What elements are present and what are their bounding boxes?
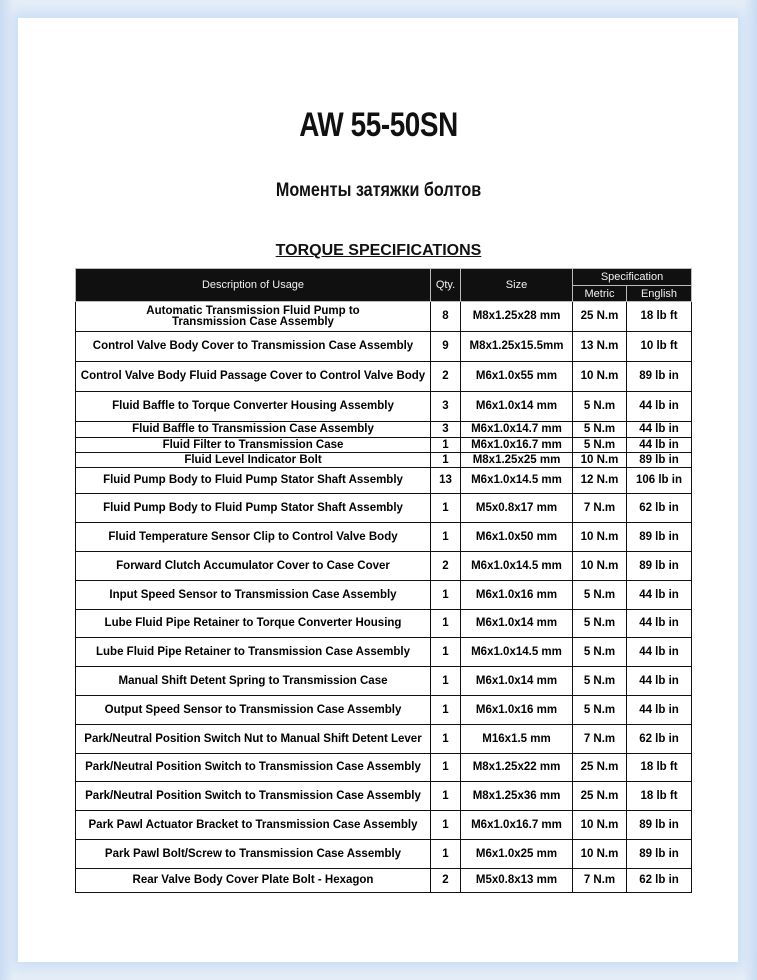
row-qty: 1 [431, 581, 461, 610]
row-description: Control Valve Body Fluid Passage Cover to Control Valve Body [76, 362, 431, 392]
row-metric: 10 N.m [573, 362, 627, 392]
row-metric: 10 N.m [573, 523, 627, 552]
row-qty: 1 [431, 453, 461, 468]
row-qty: 1 [431, 811, 461, 840]
row-size: M6x1.0x16 mm [461, 581, 573, 610]
row-qty: 1 [431, 840, 461, 869]
row-english: 44 lb in [627, 581, 692, 610]
row-english: 18 lb ft [627, 782, 692, 811]
column-header-english: English [627, 286, 692, 302]
row-metric: 12 N.m [573, 468, 627, 494]
row-description: Lube Fluid Pipe Retainer to Transmission Case Assembly [76, 638, 431, 667]
row-english: 89 lb in [627, 840, 692, 869]
row-description: Fluid Pump Body to Fluid Pump Stator Shaft Assembly [76, 468, 431, 494]
row-metric: 7 N.m [573, 494, 627, 523]
table-row [76, 468, 692, 494]
column-header-qty: Qty. [431, 269, 461, 302]
row-metric: 5 N.m [573, 667, 627, 696]
row-size: M6x1.0x16.7 mm [461, 438, 573, 453]
row-description [76, 302, 431, 332]
table-row [76, 362, 692, 392]
row-metric: 5 N.m [573, 638, 627, 667]
table-row [76, 302, 692, 332]
row-size: M6x1.0x14.7 mm [461, 422, 573, 438]
row-description-line2: Transmission Case Assembly [172, 315, 334, 328]
column-header-description: Description of Usage [76, 269, 431, 302]
row-qty: 1 [431, 610, 461, 638]
row-size: M6x1.0x14.5 mm [461, 638, 573, 667]
row-qty: 2 [431, 362, 461, 392]
row-qty: 1 [431, 754, 461, 782]
row-size: M5x0.8x13 mm [461, 869, 573, 893]
row-description: Control Valve Body Cover to Transmission Case Assembly [76, 332, 431, 362]
row-size: M6x1.0x14.5 mm [461, 468, 573, 494]
table-row [76, 453, 692, 468]
row-description: Park Pawl Bolt/Screw to Transmission Case Assembly [76, 840, 431, 869]
row-qty: 1 [431, 523, 461, 552]
row-metric: 25 N.m [573, 782, 627, 811]
row-qty: 1 [431, 638, 461, 667]
row-qty: 1 [431, 438, 461, 453]
row-description: Input Speed Sensor to Transmission Case Assembly [76, 581, 431, 610]
page-subtitle: Моменты затяжки болтов [275, 180, 482, 201]
row-description: Park/Neutral Position Switch Nut to Manual Shift Detent Lever [76, 725, 431, 754]
table-row [76, 754, 692, 782]
table-row [76, 610, 692, 638]
row-description: Lube Fluid Pipe Retainer to Torque Converter Housing [76, 610, 431, 638]
row-size: M6x1.0x55 mm [461, 362, 573, 392]
row-size: M8x1.25x28 mm [461, 302, 573, 332]
table-row [76, 667, 692, 696]
row-metric: 25 N.m [573, 302, 627, 332]
row-qty: 2 [431, 552, 461, 581]
row-description: Fluid Baffle to Torque Converter Housing Assembly [76, 392, 431, 422]
table-row [76, 869, 692, 893]
row-size: M8x1.25x22 mm [461, 754, 573, 782]
row-english: 44 lb in [627, 422, 692, 438]
row-qty: 9 [431, 332, 461, 362]
row-qty: 3 [431, 392, 461, 422]
row-metric: 5 N.m [573, 696, 627, 725]
row-metric: 5 N.m [573, 610, 627, 638]
table-row [76, 581, 692, 610]
row-qty: 3 [431, 422, 461, 438]
row-metric: 10 N.m [573, 811, 627, 840]
row-metric: 5 N.m [573, 438, 627, 453]
table-row [76, 523, 692, 552]
row-size: M5x0.8x17 mm [461, 494, 573, 523]
row-english: 89 lb in [627, 362, 692, 392]
row-english: 18 lb ft [627, 754, 692, 782]
row-description: Park/Neutral Position Switch to Transmission Case Assembly [76, 782, 431, 811]
row-english: 89 lb in [627, 552, 692, 581]
row-qty: 1 [431, 782, 461, 811]
row-english: 18 lb ft [627, 302, 692, 332]
row-description: Park Pawl Actuator Bracket to Transmission Case Assembly [76, 811, 431, 840]
row-size: M6x1.0x50 mm [461, 523, 573, 552]
row-qty: 1 [431, 494, 461, 523]
page-title: AW 55-50SN [299, 106, 458, 144]
column-header-specification: Specification [573, 269, 692, 286]
row-english: 89 lb in [627, 811, 692, 840]
row-size: M6x1.0x14.5 mm [461, 552, 573, 581]
row-qty: 8 [431, 302, 461, 332]
row-description: Fluid Filter to Transmission Case [76, 438, 431, 453]
row-metric: 25 N.m [573, 754, 627, 782]
row-description: Output Speed Sensor to Transmission Case Assembly [76, 696, 431, 725]
row-size: M6x1.0x14 mm [461, 392, 573, 422]
row-qty: 2 [431, 869, 461, 893]
row-english: 10 lb ft [627, 332, 692, 362]
row-description: Park/Neutral Position Switch to Transmission Case Assembly [76, 754, 431, 782]
table-row [76, 725, 692, 754]
row-english: 62 lb in [627, 725, 692, 754]
row-size: M8x1.25x15.5mm [461, 332, 573, 362]
row-metric: 10 N.m [573, 840, 627, 869]
table-row [76, 494, 692, 523]
table-row [76, 422, 692, 438]
row-english: 44 lb in [627, 638, 692, 667]
row-qty: 13 [431, 468, 461, 494]
row-metric: 13 N.m [573, 332, 627, 362]
row-english: 44 lb in [627, 667, 692, 696]
row-size: M6x1.0x14 mm [461, 667, 573, 696]
row-description: Rear Valve Body Cover Plate Bolt - Hexagon [76, 869, 431, 893]
row-metric: 10 N.m [573, 453, 627, 468]
row-english: 62 lb in [627, 494, 692, 523]
row-qty: 1 [431, 696, 461, 725]
row-metric: 5 N.m [573, 581, 627, 610]
row-english: 62 lb in [627, 869, 692, 893]
row-description-line1: Automatic Transmission Fluid Pump to [146, 304, 360, 317]
row-size: M6x1.0x16 mm [461, 696, 573, 725]
torque-specifications-table [75, 268, 692, 893]
row-description: Fluid Level Indicator Bolt [76, 453, 431, 468]
row-metric: 7 N.m [573, 869, 627, 893]
row-description: Fluid Baffle to Transmission Case Assembly [76, 422, 431, 438]
row-size: M6x1.0x25 mm [461, 840, 573, 869]
table-row [76, 332, 692, 362]
table-row [76, 782, 692, 811]
row-size: M8x1.25x25 mm [461, 453, 573, 468]
row-english: 44 lb in [627, 438, 692, 453]
row-metric: 10 N.m [573, 552, 627, 581]
table-row [76, 438, 692, 453]
row-size: M16x1.5 mm [461, 725, 573, 754]
row-metric: 7 N.m [573, 725, 627, 754]
column-header-metric: Metric [573, 286, 627, 302]
row-description: Forward Clutch Accumulator Cover to Case Cover [76, 552, 431, 581]
row-description: Fluid Temperature Sensor Clip to Control Valve Body [76, 523, 431, 552]
table-title: TORQUE SPECIFICATIONS [275, 242, 482, 259]
row-size: M6x1.0x14 mm [461, 610, 573, 638]
column-header-size: Size [461, 269, 573, 302]
row-size: M8x1.25x36 mm [461, 782, 573, 811]
row-english: 44 lb in [627, 610, 692, 638]
row-english: 89 lb in [627, 453, 692, 468]
table-row [76, 392, 692, 422]
table-row [76, 696, 692, 725]
row-qty: 1 [431, 667, 461, 696]
row-english: 89 lb in [627, 523, 692, 552]
row-metric: 5 N.m [573, 392, 627, 422]
table-row [76, 811, 692, 840]
table-row [76, 840, 692, 869]
row-english: 106 lb in [627, 468, 692, 494]
row-english: 44 lb in [627, 696, 692, 725]
row-size: M6x1.0x16.7 mm [461, 811, 573, 840]
row-qty: 1 [431, 725, 461, 754]
row-description: Manual Shift Detent Spring to Transmission Case [76, 667, 431, 696]
row-english: 44 lb in [627, 392, 692, 422]
table-row [76, 638, 692, 667]
row-description: Fluid Pump Body to Fluid Pump Stator Shaft Assembly [76, 494, 431, 523]
table-row [76, 552, 692, 581]
row-metric: 5 N.m [573, 422, 627, 438]
